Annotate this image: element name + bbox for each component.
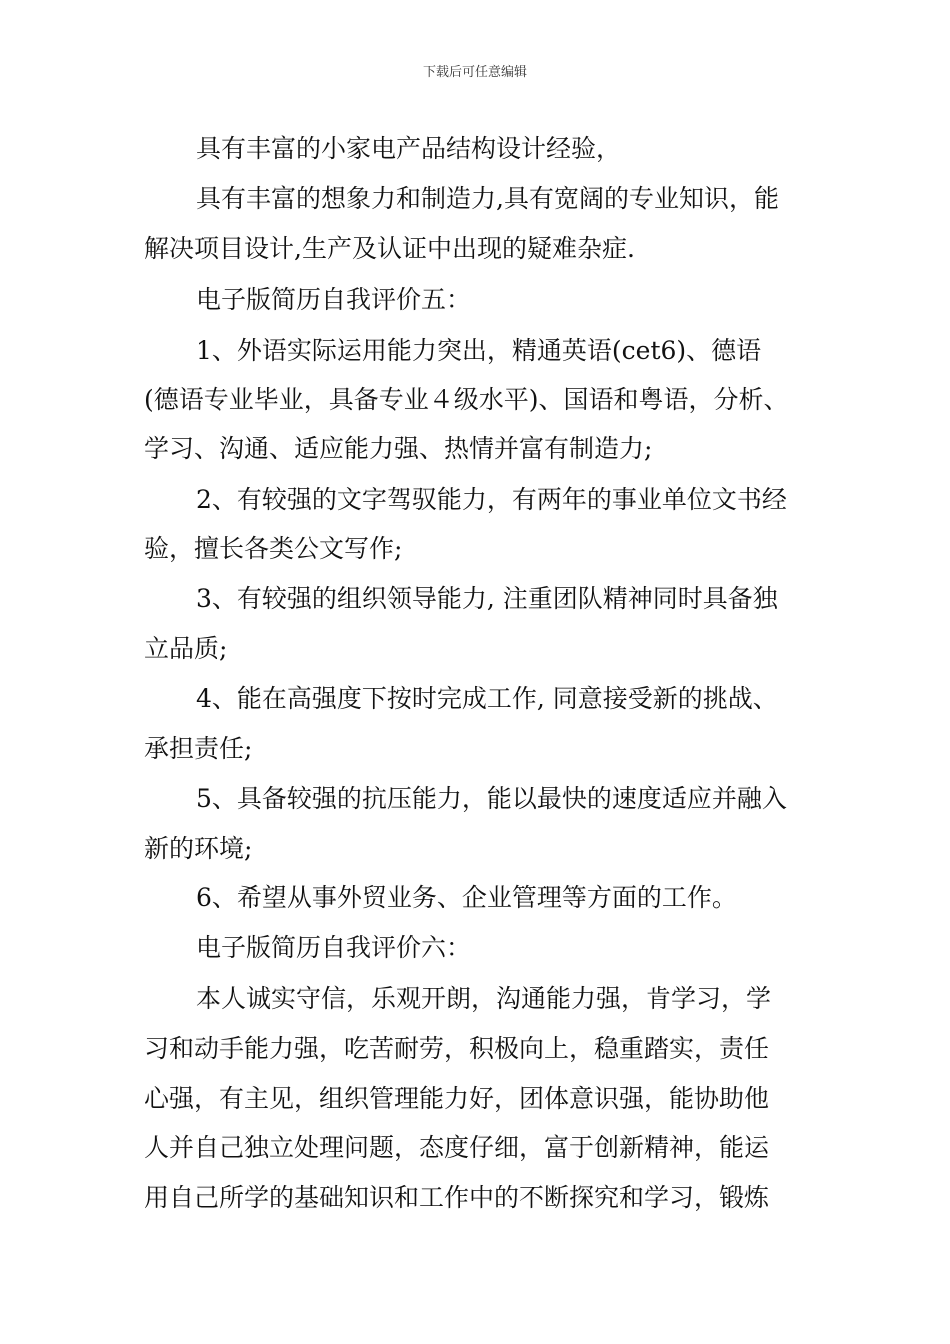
text-line: 3、有较强的组织领导能力, 注重团队精神同时具备独 <box>196 584 778 613</box>
page-header: 下载后可任意编辑 <box>422 65 527 80</box>
text-line: 承担责任; <box>144 734 253 763</box>
text-line: 2、有较强的文字驾驭能力，有两年的事业单位文书经 <box>196 485 787 514</box>
text-line: 人并自己独立处理问题，态度仔细，富于创新精神，能运 <box>144 1133 770 1162</box>
text-line: 学习、沟通、适应能力强、热情并富有制造力; <box>144 434 653 463</box>
text-line: 电子版简历自我评价五： <box>196 285 472 314</box>
text-line: 立品质; <box>144 634 228 663</box>
text-line: 1、外语实际运用能力突出，精通英语(cet6)、德语 <box>196 336 762 365</box>
text-line: 6、希望从事外贸业务、企业管理等方面的工作。 <box>196 883 737 912</box>
text-line: 本人诚实守信，乐观开朗，沟通能力强，肯学习，学 <box>196 984 772 1013</box>
text-line: 用自己所学的基础知识和工作中的不断探究和学习，锻炼 <box>144 1183 770 1212</box>
text-line: 具有丰富的想象力和制造力,具有宽阔的专业知识，能 <box>196 184 779 213</box>
text-line: 电子版简历自我评价六： <box>196 933 472 962</box>
text-line: 习和动手能力强，吃苦耐劳，积极向上，稳重踏实，责任 <box>144 1034 770 1063</box>
text-line: 5、具备较强的抗压能力，能以最快的速度适应并融入 <box>196 784 787 813</box>
text-line: 4、能在高强度下按时完成工作, 同意接受新的挑战、 <box>196 684 778 713</box>
text-line: 具有丰富的小家电产品结构设计经验， <box>196 134 622 163</box>
text-line: (德语专业毕业，具备专业４级水平)、国语和粤语，分析、 <box>144 385 789 414</box>
text-line: 新的环境; <box>144 834 253 863</box>
text-line: 心强，有主见，组织管理能力好，团体意识强，能协助他 <box>144 1084 770 1113</box>
text-line: 验，擅长各类公文写作; <box>144 534 403 563</box>
text-line: 解决项目设计,生产及认证中出现的疑难杂症. <box>144 234 635 263</box>
